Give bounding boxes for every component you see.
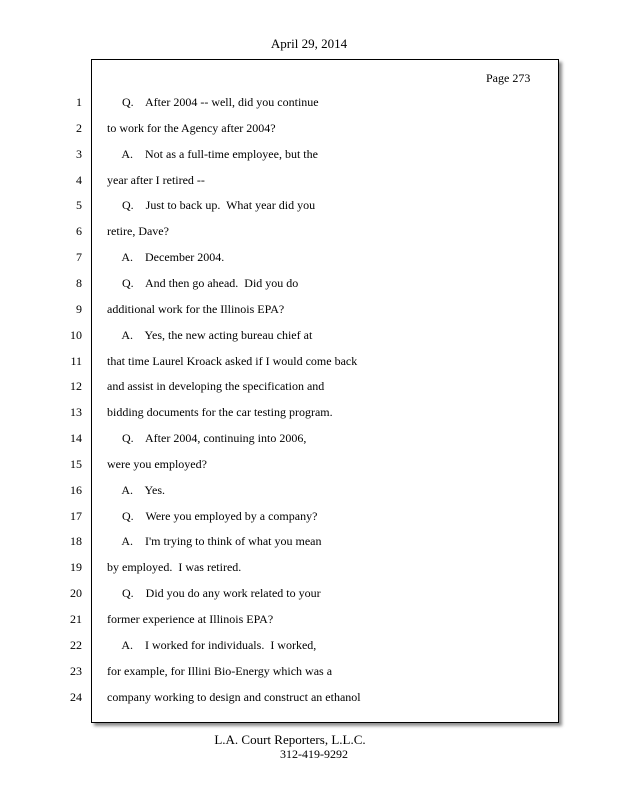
line-text: A. Yes, the new acting bureau chief at [107, 328, 313, 342]
line-text: bidding documents for the car testing program. [107, 405, 333, 419]
line-text: were you employed? [107, 457, 207, 471]
line-text: A. I worked for individuals. I worked, [107, 638, 317, 652]
line-text: year after I retired -- [107, 173, 205, 187]
line-number: 23 [70, 664, 82, 678]
line-number: 4 [76, 173, 82, 187]
line-number: 12 [70, 379, 82, 393]
header-date: April 29, 2014 [270, 36, 348, 51]
line-number: 1 [76, 95, 82, 109]
line-number: 2 [76, 121, 82, 135]
line-text: Q. Just to back up. What year did you [107, 198, 316, 212]
line-number: 17 [70, 509, 82, 523]
line-text: additional work for the Illinois EPA? [107, 302, 285, 316]
line-text: Q. After 2004 -- well, did you continue [107, 95, 319, 109]
line-text: by employed. I was retired. [107, 560, 242, 574]
line-text: and assist in developing the specification and [107, 379, 325, 393]
line-text: retire, Dave? [107, 224, 169, 238]
line-text: A. Yes. [107, 483, 166, 497]
line-number: 24 [70, 690, 82, 704]
line-number: 18 [70, 534, 82, 548]
line-number: 6 [76, 224, 82, 238]
line-text: company working to design and construct an ethanol [107, 690, 361, 704]
line-number: 9 [76, 302, 82, 316]
line-text: former experience at Illinois EPA? [107, 612, 274, 626]
line-text: A. December 2004. [107, 250, 225, 264]
line-text: Q. And then go ahead. Did you do [107, 276, 299, 290]
line-number: 15 [70, 457, 82, 471]
line-text: Q. Were you employed by a company? [107, 509, 318, 523]
line-number: 20 [70, 586, 82, 600]
line-number: 10 [70, 328, 82, 342]
line-number: 13 [70, 405, 82, 419]
line-number: 19 [70, 560, 82, 574]
line-number: 14 [70, 431, 82, 445]
line-number: 5 [76, 198, 82, 212]
line-text: A. Not as a full-time employee, but the [107, 147, 318, 161]
page-number: Page 273 [486, 71, 531, 85]
line-text: that time Laurel Kroack asked if I would come back [107, 354, 358, 368]
line-number: 21 [70, 612, 82, 626]
line-number: 22 [70, 638, 82, 652]
line-number: 3 [76, 147, 82, 161]
line-text: Q. After 2004, continuing into 2006, [107, 431, 307, 445]
footer-company: L.A. Court Reporters, L.L.C. [214, 732, 366, 747]
line-text: for example, for Illini Bio-Energy which was a [107, 664, 333, 678]
line-number: 8 [76, 276, 82, 290]
line-text: A. I'm trying to think of what you mean [107, 534, 322, 548]
line-number: 11 [70, 354, 82, 368]
line-text: to work for the Agency after 2004? [107, 121, 276, 135]
line-number: 16 [70, 483, 82, 497]
line-number: 7 [76, 250, 82, 264]
footer-phone: 312-419-9292 [280, 747, 348, 761]
line-text: Q. Did you do any work related to your [107, 586, 321, 600]
